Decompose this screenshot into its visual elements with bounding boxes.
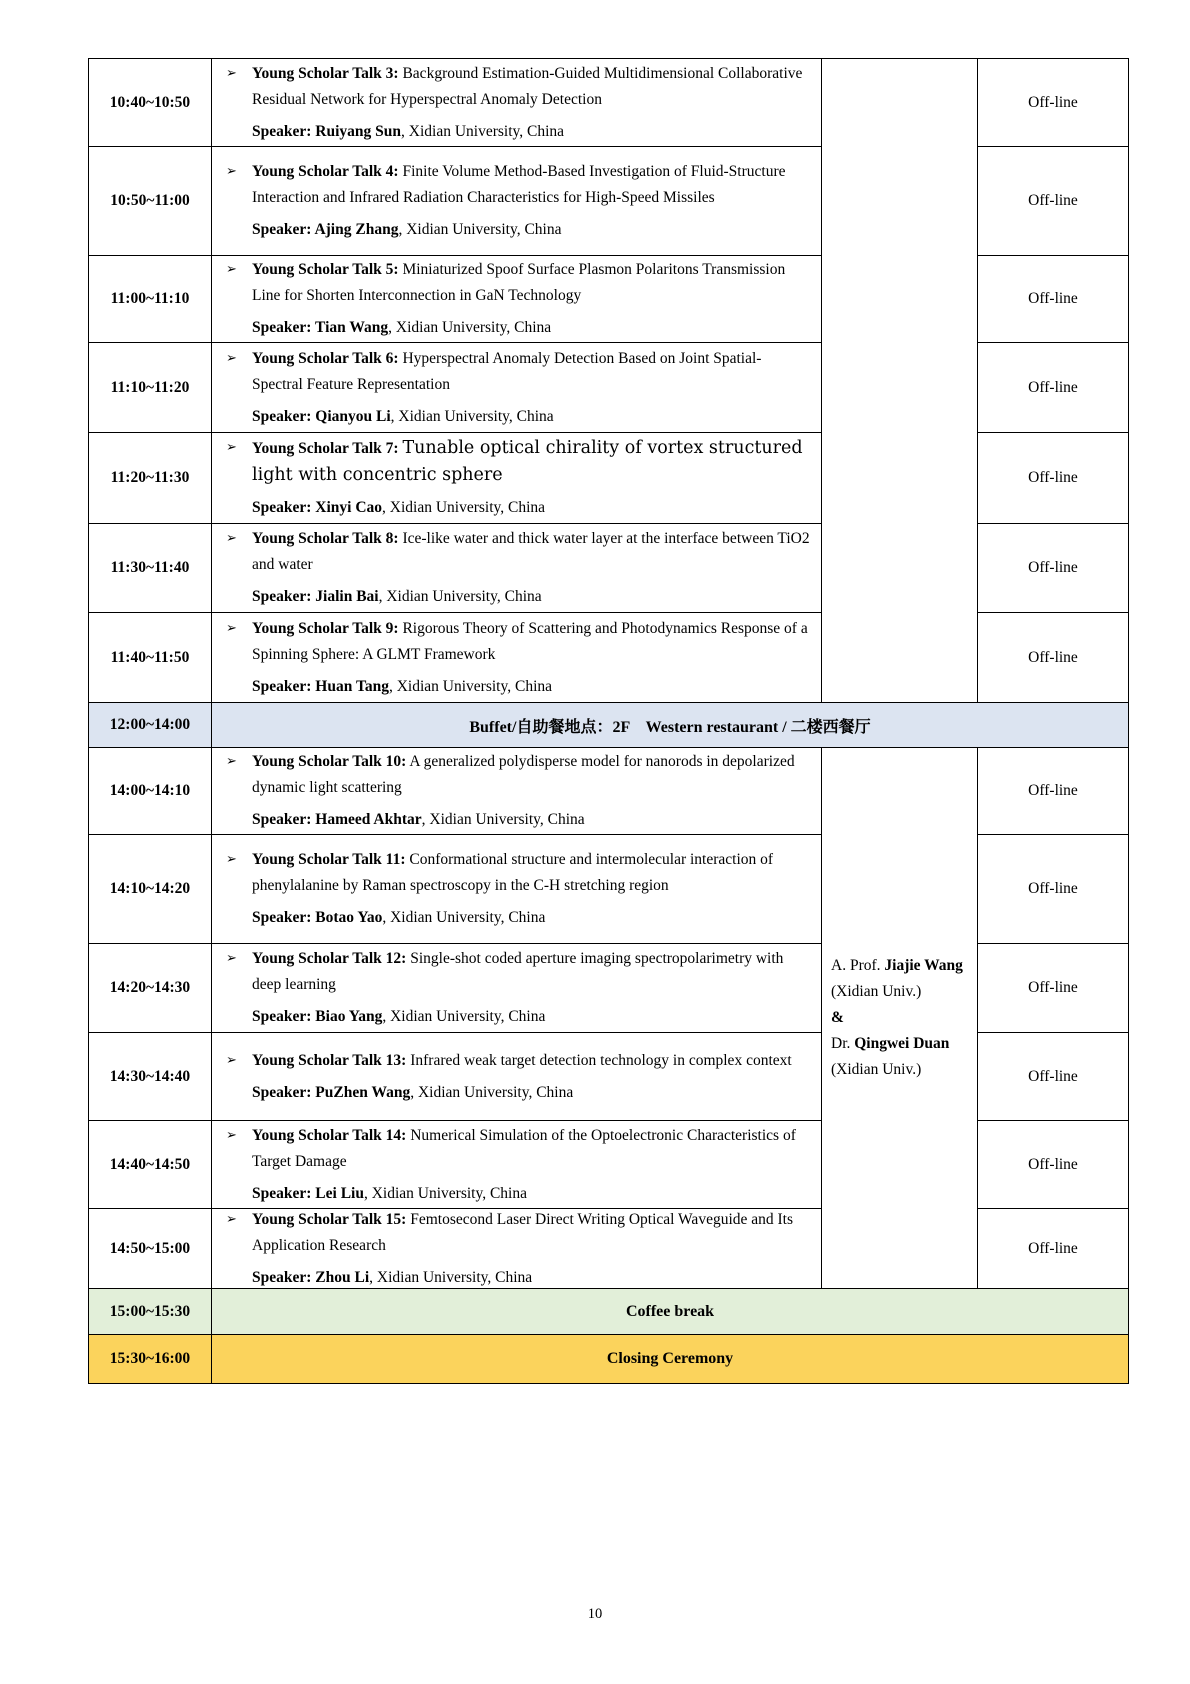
closing-ceremony-time: 15:30~16:00 (89, 1335, 212, 1384)
page-number: 10 (587, 1606, 603, 1622)
talk-cell (212, 59, 822, 147)
arrow-bullet-icon: ➢ (226, 852, 237, 867)
speaker-label: Speaker: (252, 909, 312, 926)
speaker-line (252, 217, 811, 243)
talk-cell (212, 256, 822, 343)
talk-time: 11:00~11:10 (89, 256, 212, 343)
talk-title-line (226, 1123, 811, 1175)
chair-cell-morning (822, 59, 978, 703)
talk-cell (212, 1033, 822, 1121)
talk-mode: Off-line (978, 748, 1129, 835)
arrow-bullet-icon: ➢ (226, 1211, 237, 1227)
talk-mode: Off-line (978, 524, 1129, 613)
talk-title-line (226, 526, 811, 578)
speaker-label: Speaker: (252, 588, 312, 605)
talk-mode: Off-line (978, 256, 1129, 343)
speaker-name: Ruiyang Sun (315, 122, 402, 140)
talk-cell (212, 944, 822, 1033)
chair-name-2: Dr. Qingwei Duan (831, 1035, 950, 1052)
talk-time: 14:40~14:50 (89, 1121, 212, 1209)
speaker-name: Jialin Bai (315, 588, 379, 605)
speaker-label: Speaker: (252, 221, 312, 238)
arrow-bullet-icon: ➢ (226, 531, 237, 546)
speaker-label: Speaker: (252, 1184, 312, 1202)
talk-mode: Off-line (978, 613, 1129, 703)
talk-label: Young Scholar Talk 8: (252, 530, 399, 547)
speaker-line (252, 315, 811, 341)
speaker-name: Biao Yang (315, 1008, 383, 1025)
speaker-line (252, 1080, 811, 1106)
talk-cell (212, 613, 822, 703)
speaker-line (252, 119, 811, 145)
talk-title-line (226, 847, 811, 899)
talk-mode: Off-line (978, 343, 1129, 433)
talk-mode: Off-line (978, 944, 1129, 1033)
speaker-label: Speaker: (252, 1083, 312, 1101)
talk-cell (212, 835, 822, 944)
arrow-bullet-icon: ➢ (226, 1052, 237, 1068)
talk-time: 14:10~14:20 (89, 835, 212, 944)
talk-cell (212, 433, 822, 524)
talk-title-line (226, 159, 811, 211)
talk-title: Rigorous Theory of Scattering and Photodynamics Response of a Spinning Sphere: A GLMT Framework (252, 619, 808, 663)
speaker-name: Xinyi Cao (315, 499, 383, 516)
speaker-name: Ajing Zhang (314, 221, 399, 238)
speaker-affiliation: , Xidian University, China (382, 1008, 546, 1025)
talk-title: Finite Volume Method-Based Investigation of Fluid-Structure Interaction and Infrared Radiation Characteristics for High-Speed Missiles (252, 163, 786, 206)
arrow-bullet-icon: ➢ (226, 350, 237, 366)
talk-title-line (226, 435, 811, 489)
talk-label: Young Scholar Talk 3: (252, 64, 399, 82)
speaker-line (252, 905, 811, 931)
closing-ceremony-row: Closing Ceremony (212, 1335, 1129, 1384)
talk-label: Young Scholar Talk 11: (252, 851, 406, 868)
speaker-line (252, 1265, 811, 1290)
talk-title-line (226, 1048, 811, 1074)
talk-time: 10:50~11:00 (89, 147, 212, 256)
talk-cell (212, 1209, 822, 1289)
coffee-break-row: Coffee break (212, 1289, 1129, 1335)
talk-label: Young Scholar Talk 15: (252, 1210, 407, 1228)
speaker-name: Tian Wang (315, 319, 389, 336)
talk-title: Numerical Simulation of the Optoelectronic Characteristics of Target Damage (252, 1126, 796, 1170)
talk-label: Young Scholar Talk 9: (252, 619, 399, 637)
speaker-label: Speaker: (252, 677, 312, 695)
talk-mode: Off-line (978, 835, 1129, 944)
talk-cell (212, 147, 822, 256)
speaker-label: Speaker: (252, 499, 312, 516)
speaker-label: Speaker: (252, 811, 312, 828)
speaker-affiliation: , Xidian University, China (363, 1184, 527, 1202)
talk-title: Ice-like water and thick water layer at the interface between TiO2 and water (252, 530, 810, 573)
talk-title-line (226, 346, 811, 398)
speaker-affiliation: , Xidian University, China (378, 588, 542, 605)
speaker-name: Zhou Li (315, 1268, 370, 1286)
speaker-affiliation: , Xidian University, China (388, 677, 552, 695)
speaker-affiliation: , Xidian University, China (388, 319, 552, 336)
speaker-line (252, 807, 811, 833)
talk-cell (212, 524, 822, 613)
buffet-row: Buffet/自助餐地点：2F Western restaurant / 二楼西餐厅 (212, 703, 1129, 748)
speaker-affiliation: , Xidian University, China (398, 221, 562, 238)
talk-title-line (226, 749, 811, 801)
talk-cell (212, 1121, 822, 1209)
arrow-bullet-icon: ➢ (226, 620, 237, 636)
talk-label: Young Scholar Talk 7: (252, 440, 399, 457)
speaker-label: Speaker: (252, 1008, 312, 1025)
speaker-line (252, 495, 811, 521)
speaker-line (252, 674, 811, 700)
talk-title: Tunable optical chirality of vortex structured light with concentric sphere (252, 438, 803, 485)
schedule-table (88, 58, 1129, 1384)
arrow-bullet-icon: ➢ (226, 1127, 237, 1143)
talk-time: 11:40~11:50 (89, 613, 212, 703)
talk-title: A generalized polydisperse model for nanorods in depolarized dynamic light scattering (252, 753, 795, 796)
talk-label: Young Scholar Talk 12: (252, 950, 407, 967)
speaker-line (252, 1181, 811, 1207)
speaker-label: Speaker: (252, 122, 312, 140)
speaker-name: Qianyou Li (315, 407, 391, 425)
speaker-label: Speaker: (252, 319, 312, 336)
talk-title: Background Estimation-Guided Multidimensional Collaborative Residual Network for Hyperspectral Anomaly Detection (252, 64, 803, 108)
talk-label: Young Scholar Talk 13: (252, 1051, 407, 1069)
talk-time: 14:00~14:10 (89, 748, 212, 835)
talk-label: Young Scholar Talk 4: (252, 163, 399, 180)
speaker-affiliation: , Xidian University, China (369, 1268, 533, 1286)
coffee-break-time: 15:00~15:30 (89, 1289, 212, 1335)
chair-name-1: A. Prof. Jiajie Wang (831, 957, 963, 974)
speaker-affiliation: , Xidian University, China (382, 909, 546, 926)
speaker-label: Speaker: (252, 1268, 312, 1286)
talk-title-line (226, 616, 811, 668)
speaker-line (252, 584, 811, 610)
speaker-name: Hameed Akhtar (315, 811, 422, 828)
talk-title: Single-shot coded aperture imaging spectropolarimetry with deep learning (252, 950, 784, 993)
arrow-bullet-icon: ➢ (226, 754, 237, 769)
talk-time: 14:20~14:30 (89, 944, 212, 1033)
speaker-affiliation: , Xidian University, China (421, 811, 585, 828)
speaker-name: Lei Liu (315, 1184, 364, 1202)
arrow-bullet-icon: ➢ (226, 440, 237, 455)
talk-title-line (226, 946, 811, 998)
talk-title-line (226, 61, 811, 113)
speaker-name: Botao Yao (315, 909, 383, 926)
speaker-affiliation: , Xidian University, China (401, 122, 565, 140)
speaker-line (252, 1004, 811, 1030)
talk-label: Young Scholar Talk 14: (252, 1126, 407, 1144)
speaker-name: Huan Tang (315, 677, 389, 695)
talk-title-line (226, 257, 811, 309)
talk-mode: Off-line (978, 59, 1129, 147)
speaker-affiliation: , Xidian University, China (390, 407, 554, 425)
talk-time: 11:20~11:30 (89, 433, 212, 524)
chair-cell-afternoon (822, 748, 978, 1289)
arrow-bullet-icon: ➢ (226, 951, 237, 966)
talk-label: Young Scholar Talk 10: (252, 753, 407, 770)
talk-mode: Off-line (978, 433, 1129, 524)
talk-cell (212, 343, 822, 433)
talk-label: Young Scholar Talk 5: (252, 261, 399, 278)
talk-time: 11:30~11:40 (89, 524, 212, 613)
talk-mode: Off-line (978, 1033, 1129, 1121)
talk-cell (212, 748, 822, 835)
chair-ampersand: & (831, 1009, 844, 1026)
speaker-name: PuZhen Wang (315, 1083, 411, 1101)
chair-affiliation-2: (Xidian Univ.) (831, 1061, 922, 1078)
talk-title: Miniaturized Spoof Surface Plasmon Polaritons Transmission Line for Shorten Interconnection in GaN Technology (252, 261, 786, 304)
speaker-affiliation: , Xidian University, China (410, 1083, 574, 1101)
speaker-affiliation: , Xidian University, China (382, 499, 546, 516)
talk-mode: Off-line (978, 147, 1129, 256)
talk-title: Conformational structure and intermolecular interaction of phenylalanine by Raman spectroscopy in the C-H stretching region (252, 851, 774, 894)
talk-time: 11:10~11:20 (89, 343, 212, 433)
talk-time: 14:30~14:40 (89, 1033, 212, 1121)
talk-label: Young Scholar Talk 6: (252, 349, 399, 367)
talk-title: Infrared weak target detection technology in complex context (410, 1051, 792, 1069)
arrow-bullet-icon: ➢ (226, 262, 237, 277)
talk-title: Hyperspectral Anomaly Detection Based on Joint Spatial-Spectral Feature Representation (252, 349, 762, 393)
talk-title-line (226, 1209, 811, 1259)
talk-time: 10:40~10:50 (89, 59, 212, 147)
speaker-line (252, 404, 811, 430)
talk-title: Femtosecond Laser Direct Writing Optical Waveguide and Its Application Research (252, 1210, 794, 1254)
chair-affiliation-1: (Xidian Univ.) (831, 983, 922, 1000)
buffet-time: 12:00~14:00 (89, 703, 212, 748)
talk-mode: Off-line (978, 1209, 1129, 1289)
speaker-label: Speaker: (252, 407, 312, 425)
arrow-bullet-icon: ➢ (226, 164, 237, 179)
talk-time: 14:50~15:00 (89, 1209, 212, 1289)
arrow-bullet-icon: ➢ (226, 65, 237, 81)
talk-mode: Off-line (978, 1121, 1129, 1209)
